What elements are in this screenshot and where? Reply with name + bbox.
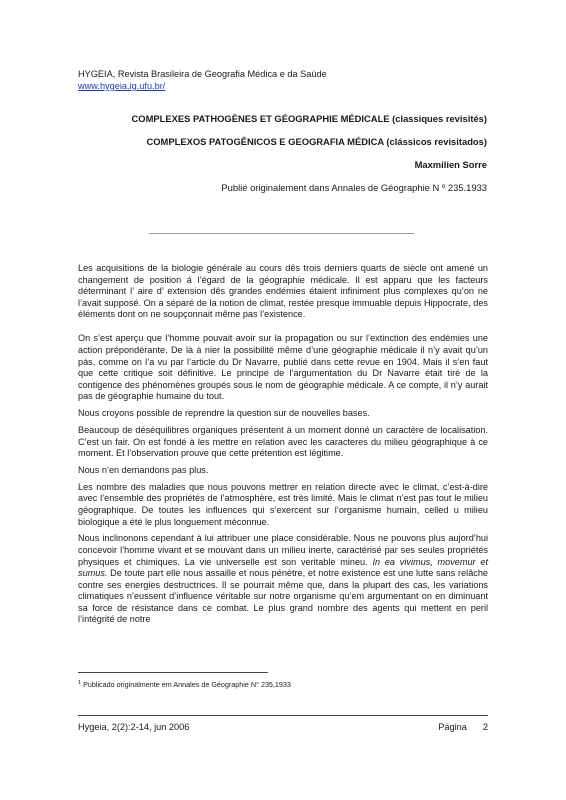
publication-note: Publié originalement dans Annales de Géographie N º 235.1933 — [221, 182, 487, 193]
body-paragraph-7-start: Nous inclinonons cependant à lui attribuer une place considérable. Nous ne pouvons plus aujord’hui concevoir l’homme vivant et se mouvant dans un milieu inerte, caractérisé par ses seules propriétés physiques et chimiques. La vie universelle est son veritable mineu. — [78, 533, 488, 567]
article-title-portuguese: COMPLEXOS PATOGÊNICOS E GEOGRAFIA MÉDICA (clássicos revisitados) — [146, 136, 487, 147]
journal-header — [78, 68, 327, 92]
body-paragraph-3: Nous croyons possible de reprendre la question sur de nouvelles bases. — [78, 408, 370, 419]
footer-page-number: 2 — [482, 722, 488, 732]
footnote-rule — [78, 672, 268, 673]
title-separator — [149, 233, 414, 234]
footer-page-label: Página — [438, 722, 467, 732]
journal-name: HYGEIA, Revista Brasileira de Geografia Médica e da Saúde — [78, 69, 327, 79]
footer-citation: Hygeia, 2(2):2-14, jun 2006 — [78, 722, 190, 732]
journal-url-link[interactable]: www.hygeia.ig.ufu.br/ — [78, 81, 166, 91]
footnote-marker: 1 — [78, 680, 82, 686]
body-paragraph-6: Les nombre des maladies que nous pouvons mettrer en relation directe avec le climat, c’est-à-dire avec l’ensemble des propriétés de l’atmosphère, est très limité. Mais le climat n’est pas tout le milieu géographique. De toutes les influences qui s’exercent sur l’organisme humain, celled u milieu biologique a été le plus longuement méconnue. — [78, 481, 488, 527]
body-paragraph-2: On s’est aperçu que l’homme pouvait avoir sur la propagation ou sur l’extinction des endémies une action prépondérante. De là à nier la possibilité même d’une géographie médicale il n’y avait qu’un pás, comme on l’a vu par l’article du Dr Navarre, publié dans cette revue en 1904. Mais il s’en faut que cette critique soit définitive. Le principe de l’argumentation du Dr Navarre était tiré de la contigence des phénomènes groupés sous le nom de géographie médicale. A ce compte, il n’y aurait pas de géographie humaine du tout. — [78, 333, 488, 402]
article-title-french: COMPLEXES PATHOGÈNES ET GÉOGRAPHIE MÉDICALE (classiques revisités) — [131, 113, 487, 124]
latin-quote: In ea vivimus, movemur et sumus. — [78, 556, 488, 579]
article-body — [78, 263, 488, 631]
body-paragraph-7-end: De toute part elle nous assaille et nous pénètre, et notre existence est une lutte sans relâche contre ses energies destructrices. Il se pourrait même que, dans la plupart des cas, les variations climatiques n’eussent d’influence véritable sur notre organisme qu’em argumentant on en diminuant sa force de résistance dans ce combat. Le plus grand nombre des agents qui mettent en peril l’intégrité de notre — [78, 568, 488, 625]
footnote — [78, 680, 291, 689]
footer-rule — [78, 715, 488, 716]
footnote-text: Publicado originalmente em Annales de Géographie N° 235,1933 — [83, 680, 291, 689]
body-paragraph-5: Nous n’en demandons pas plus. — [78, 464, 209, 475]
body-paragraph-4: Beaucoup de déséquilibres organiques présentent à un moment donné un caractère de localisation. C’est un fair. On est fondé à les mettre en relation avec les caracteres du milieu géographique à ce moment. Et l’observation prouve que cette prétention est légitime. — [78, 425, 488, 459]
footer-page — [438, 722, 488, 732]
body-paragraph-7 — [78, 533, 488, 626]
body-paragraph-1: Les acquisitions de la biologie générale au cours dês trois derniers quarts de siècle ont amené un changement de position á l’égard de la géographie médicale. Il est apparu que les facteurs déterminant l’ aire d’ extension dês grandes endémies étaient infiniment plus complexes qu’on ne l’avait supposé. On a séparé de la notion de climat, restée presque immuable depuis Hippocrate, des éléments dont on ne soupçonnait même pas l’existence. — [78, 263, 488, 320]
article-author: Maxmilien Sorre — [414, 159, 487, 170]
